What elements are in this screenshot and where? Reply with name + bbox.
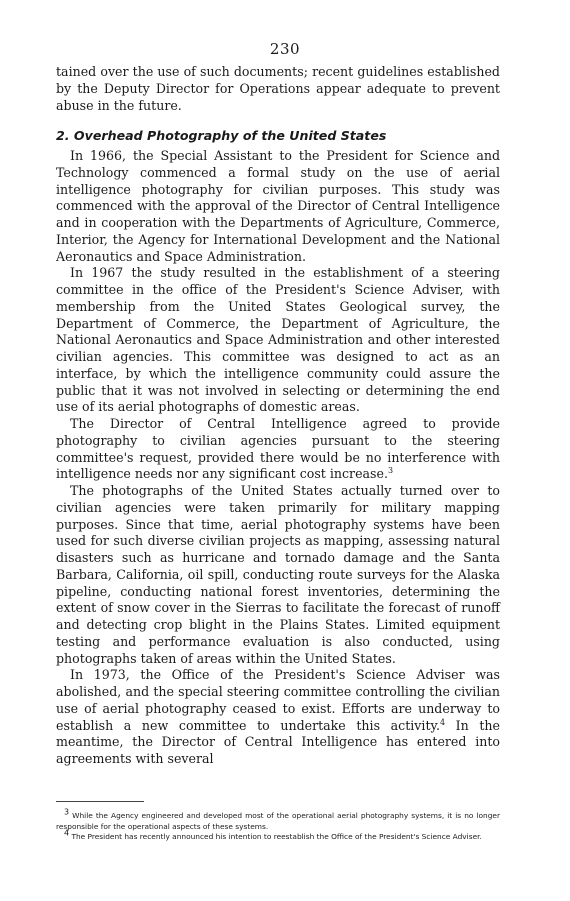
section-heading: 2. Overhead Photography of the United States xyxy=(56,128,387,144)
paragraph-2: In 1967 the study resulted in the establishment of a steering committee in the office of the President's Science Adviser, with membership from the United States Geological survey, the Department of Commerce, the Department of Agriculture, the National Aeronautics and Space Administration and other interested civilian agencies. This committee was designed to act as an interface, by which the intelligence community could assure the public that it was not involved in selecting or determining the end use of its aerial photographs of domestic areas. xyxy=(56,265,500,415)
paragraph-4: The photographs of the United States actually turned over to civilian agencies were taken primarily for military mapping purposes. Since that time, aerial photography systems have been used for such diverse civilian projects as mapping, assessing natural disasters such as hurricane and tornado damage and the Santa Barbara, California, oil spill, conducting route surveys for the Alaska pipeline, conducting national forest inventories, determining the extent of snow cover in the Sierras to facilitate the forecast of runoff and detecting crop blight in the Plains States. Limited equipment testing and performance evaluation is also conducted, using photographs taken of areas within the United States. xyxy=(56,483,500,666)
footnote-3: $^3$ While the Agency engineered and developed most of the operational aerial photography systems, it is no longer responsible for the operational aspects of these systems. xyxy=(56,807,500,831)
paragraph-5: In 1973, the Office of the President's Science Adviser was abolished, and the special steering committee controlling the civilian use of aerial photography ceased to exist. Efforts are underway to establish a new committee to undertake this activity.$^4$ In the meantime, the Director of Central Intelligence has entered into agreements with several xyxy=(56,667,500,766)
paragraph-3: The Director of Central Intelligence agreed to provide photography to civilian agencies pursuant to the steering committee's request, provided there would be no interference with intelligence needs nor any significant cost increase.$^3$ xyxy=(56,416,500,482)
body-text xyxy=(56,64,500,768)
footnote-4: $^4$ The President has recently announced his intention to reestablish the Office of the President's Science Adviser. xyxy=(64,828,482,841)
footnote-divider xyxy=(56,801,144,802)
footnote-ref-4[interactable]: 4 xyxy=(439,717,446,727)
footnotes xyxy=(56,807,500,843)
page-number: 230 xyxy=(269,40,301,58)
paragraph-continued: tained over the use of such documents; recent guidelines established by the Deputy Director for Operations appear adequate to prevent abuse in the future. xyxy=(56,64,500,113)
footnote-ref-3[interactable]: 3 xyxy=(387,466,394,476)
paragraph-1: In 1966, the Special Assistant to the President for Science and Technology commenced a formal study on the use of aerial intelligence photography for civilian purposes. This study was commenced with the approval of the Director of Central Intelligence and in cooperation with the Departments of Agriculture, Commerce, Interior, the Agency for International Development and the National Aeronautics and Space Administration. xyxy=(56,148,500,264)
